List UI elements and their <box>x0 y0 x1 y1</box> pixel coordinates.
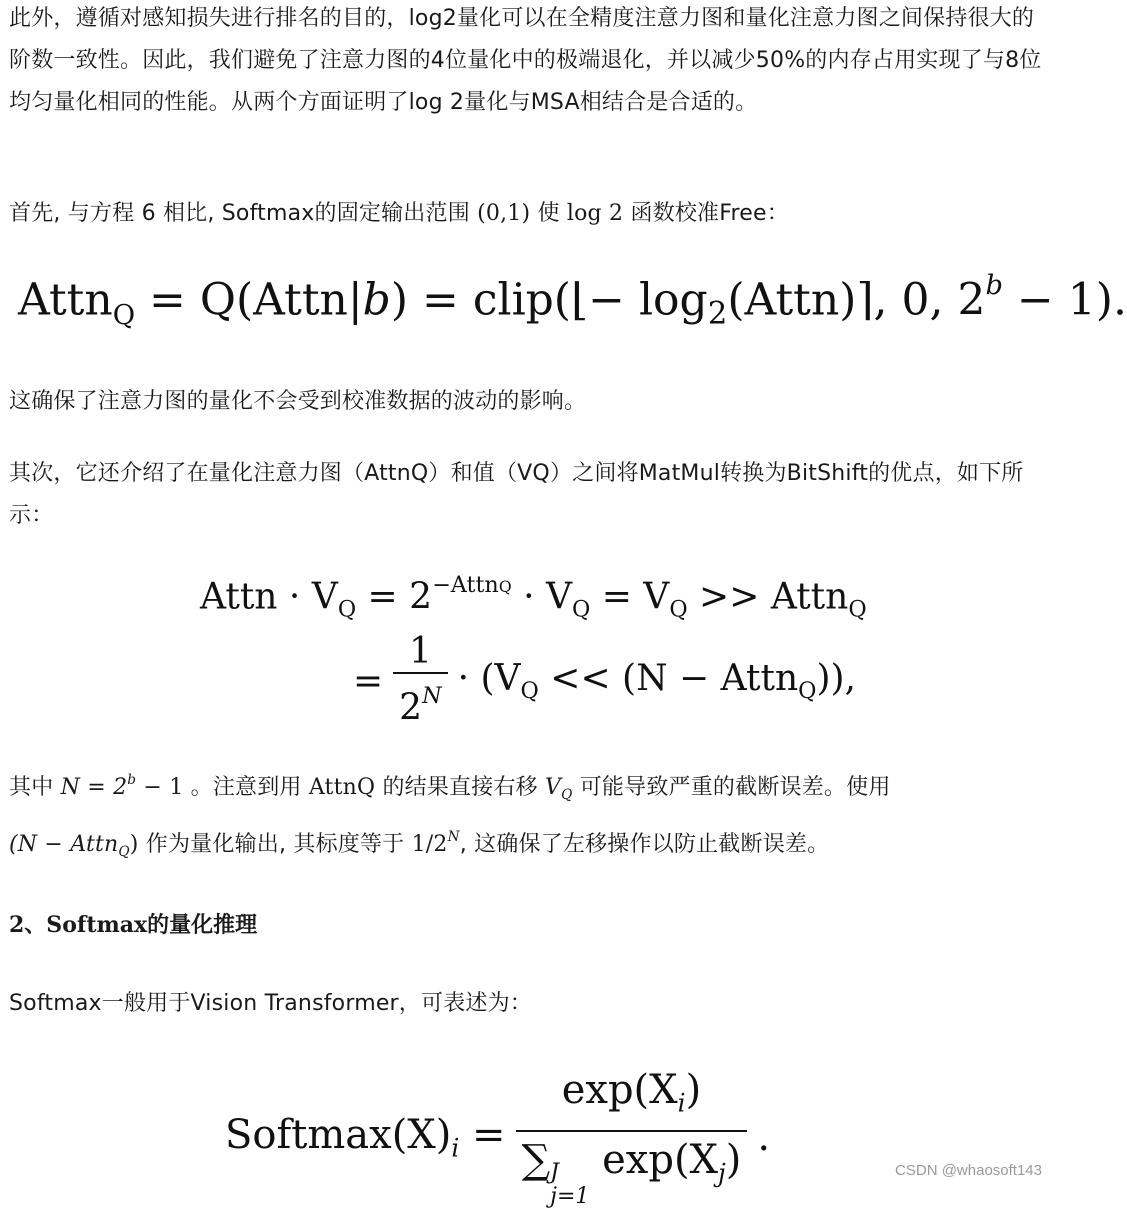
inline-math-range: (0,1) <box>477 201 531 226</box>
inline-math: ) <box>129 832 139 858</box>
eq-sub: Q <box>498 578 512 596</box>
paragraph-text: 作为量化输出, 其标度等于 <box>145 832 405 858</box>
eq-sup: J <box>550 1160 559 1186</box>
equation-attn-quant <box>18 270 1127 332</box>
paragraph-text: 的结果直接右移 <box>382 775 538 801</box>
inline-sub: Q <box>561 786 573 803</box>
paragraph-text: , 这确保了左移操作以防止截断误差。 <box>459 832 830 858</box>
inline-math: V <box>545 775 562 801</box>
paragraph-calibration <box>9 381 1049 423</box>
inline-sup: N <box>447 828 460 845</box>
eq-sub: Q <box>571 596 591 623</box>
paragraph-text: 使 <box>537 201 560 226</box>
eq-var: b <box>362 274 391 326</box>
fraction <box>516 1064 748 1210</box>
equation-bitshift-line1 <box>200 572 867 623</box>
eq-text: = 2 <box>356 576 433 618</box>
equation-softmax <box>225 1064 770 1210</box>
eq-sup: −Attn <box>432 572 499 598</box>
frac-den: ) <box>725 1136 742 1183</box>
eq-sub: 2 <box>707 295 728 332</box>
eq-text: )), <box>816 658 856 700</box>
eq-text: (Attn)⌉, 0, 2 <box>727 274 986 326</box>
frac-den: 2 <box>399 687 423 729</box>
paragraph-text: 其次，它还介绍了在量化注意力图（AttnQ）和值（VQ）之间将MatMul转换为BitShift的优点，如下所示： <box>9 461 1024 528</box>
eq-sub: Q <box>848 596 867 623</box>
paragraph-text: 此外，遵循对感知损失进行排名的目的，log2量化可以在全精度注意力图和量化注意力图之间保持很大的阶数一致性。因此，我们避免了注意力图的4位量化中的极端退化，并以减少50%的内存占用实现了与8位均匀量化相同的性能。从两个方面证明了log 2量化与MSA相结合是合适的。 <box>9 6 1042 115</box>
eq-text: = <box>353 660 384 702</box>
paragraph-truncation <box>9 759 1049 873</box>
eq-sup: N <box>422 683 442 709</box>
eq-text: . <box>757 1113 771 1160</box>
eq-text: Attn · V <box>200 576 338 618</box>
eq-sub: Q <box>669 596 688 623</box>
frac-num: 1 <box>408 631 432 672</box>
eq-text: = V <box>590 576 670 618</box>
eq-text: = Q(Attn| <box>135 274 363 326</box>
inline-math: (N − Attn <box>9 832 119 858</box>
sum-symbol: ∑ <box>521 1136 551 1183</box>
eq-sub: Q <box>520 678 539 705</box>
inline-math-log2: log 2 <box>566 201 624 226</box>
fraction <box>393 632 447 731</box>
watermark: CSDN @whaosoft143 <box>895 1162 1042 1179</box>
frac-num: exp(X <box>561 1067 678 1113</box>
inline-math: 1/2 <box>411 832 448 858</box>
eq-sub: j=1 <box>550 1184 590 1210</box>
paragraph-text: Softmax一般用于Vision Transformer，可表述为： <box>9 991 533 1016</box>
eq-text: = <box>459 1111 506 1158</box>
paragraph-second-point <box>9 453 1049 537</box>
paragraph-softmax-intro <box>9 983 1049 1025</box>
paragraph-text: 这确保了注意力图的量化不会受到校准数据的波动的影响。 <box>9 389 587 414</box>
section-heading: 2、Softmax的量化推理 <box>9 912 258 938</box>
eq-text: − 1). <box>1002 274 1127 326</box>
paragraph-first-point <box>9 193 1049 235</box>
eq-sub: Q <box>337 596 357 623</box>
eq-sub: j <box>718 1158 726 1188</box>
eq-text: << (N − Attn <box>538 658 799 700</box>
eq-text: ) = clip(⌊− log <box>390 274 708 326</box>
paragraph-text: 首先, 与方程 6 相比, Softmax的固定输出范围 <box>9 201 470 226</box>
paragraph-text: 。注意到用 <box>190 775 302 801</box>
inline-sup: b <box>127 772 137 788</box>
eq-text: Attn <box>18 274 113 326</box>
eq-text: · (V <box>457 658 521 700</box>
paragraph-text: 函数校准Free： <box>630 201 789 226</box>
eq-sub: Q <box>112 300 136 331</box>
eq-text: Softmax(X) <box>225 1111 452 1158</box>
paragraph-text: 其中 <box>9 775 54 801</box>
inline-math: − 1 <box>136 775 184 801</box>
paragraph-text: 可能导致严重的截断误差。使用 <box>579 775 891 801</box>
frac-den: exp(X <box>589 1136 719 1183</box>
eq-text: · V <box>511 576 572 618</box>
inline-math: N = 2 <box>60 775 128 801</box>
paragraph-log2-intro <box>9 0 1049 124</box>
frac-num: ) <box>685 1067 702 1113</box>
inline-math-attnq: AttnQ <box>308 775 376 801</box>
eq-sub: i <box>451 1133 460 1163</box>
inline-sub: Q <box>118 843 130 860</box>
eq-sup: b <box>985 270 1003 301</box>
eq-text: >> Attn <box>687 576 849 618</box>
eq-sub: Q <box>798 678 817 705</box>
eq-sub: i <box>677 1088 686 1118</box>
equation-bitshift-line2 <box>353 632 856 731</box>
